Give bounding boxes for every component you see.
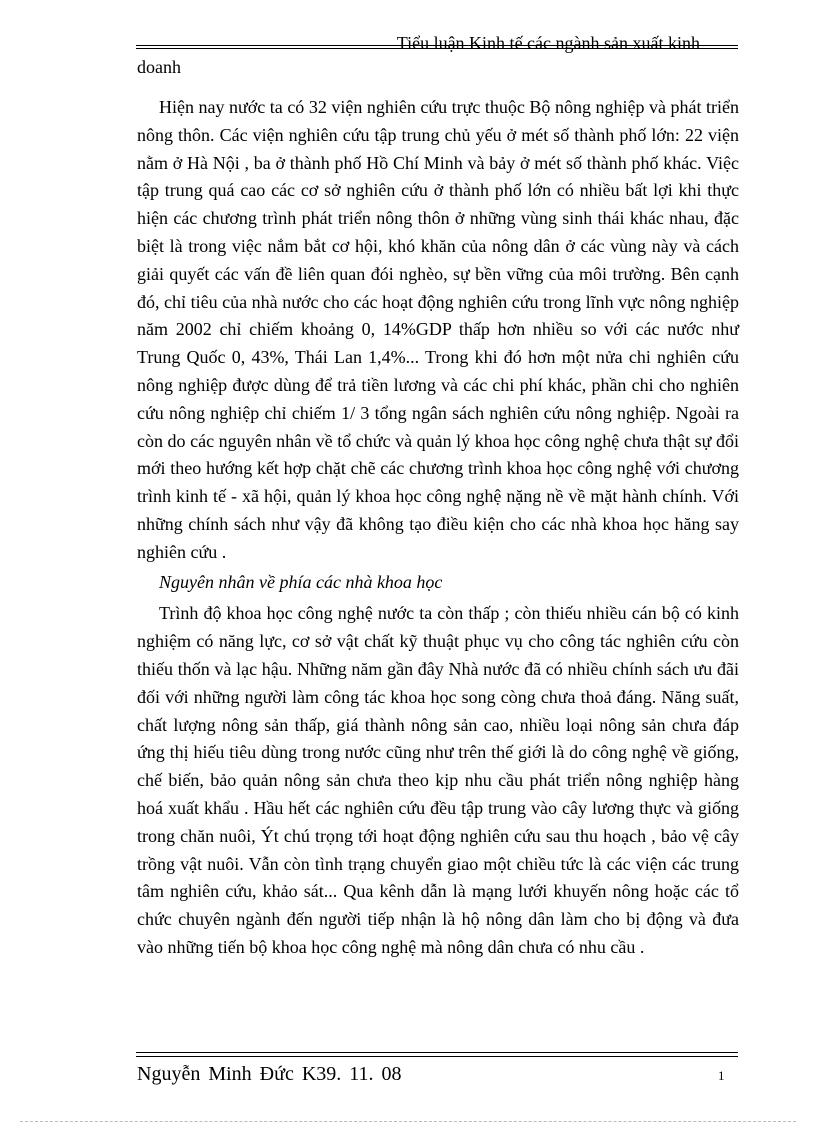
page-edge-divider [20, 1121, 796, 1122]
paragraph-scientists: Trình độ khoa học công nghệ nước ta còn thấp ; còn thiếu nhiều cán bộ có kinh nghiệm có năng lực, cơ sở vật chất kỹ thuật phục vụ cho công tác nghiên cứu còn thiếu thốn và lạc hậu. Những năm gần đây Nhà nước đã có nhiều chính sách ưu đãi đối với những người làm công tác khoa học song còng chưa thoả đáng. Năng suất, chất lượng nông sản thấp, giá thành nông sản cao, nhiều loại nông sản chưa đáp ứng thị hiếu tiêu dùng trong nước cũng như trên thế giới là do công nghệ về giống, chế biến, bảo quản nông sản chưa theo kịp nhu cầu phát triển nông nghiệp hàng hoá xuất khẩu . Hầu hết các nghiên cứu đều tập trung vào cây lương thực và giống trong chăn nuôi, Ýt chú trọng tới hoạt động nghiên cứu sau thu hoạch , bảo vệ cây trồng vật nuôi. Vẫn còn tình trạng chuyển giao một chiều tức là các viện các trung tâm nghiên cứu, khảo sát... Qua kênh dẫn là mạng lưới khuyến nông hoặc các tổ chức chuyên ngành đến người tiếp nhận là hộ nông dân làm cho bị động và đưa vào những tiến bộ khoa học công nghệ mà nông dân chưa có nhu cầu . [137, 603, 739, 957]
section-subheading: Nguyên nhân về phía các nhà khoa học [159, 571, 443, 592]
header-title: Tiểu luận Kinh tế các ngành sản xuất kinh [396, 33, 700, 53]
page-number: 1 [718, 1068, 725, 1083]
footer-rule-bottom [136, 1056, 738, 1057]
document-body [137, 94, 739, 962]
header-rule-bottom [136, 48, 738, 49]
footer-author: Nguyễn Minh Đức K39. 11. 08 [137, 1063, 402, 1085]
footer-rule-top [136, 1052, 738, 1053]
page-header [136, 28, 738, 52]
paragraph-institutes: Hiện nay nước ta có 32 viện nghiên cứu trực thuộc Bộ nông nghiệp và phát triển nông thôn. Các viện nghiên cứu tập trung chủ yếu ở mét số thành phố lớn: 22 viện nằm ở Hà Nội , ba ở thành phố Hồ Chí Minh và bảy ở mét số thành phố khác. Việc tập trung quá cao các cơ sở nghiên cứu ở thành phố lớn có nhiều bất lợi khi thực hiện các chương trình phát triển nông thôn ở những vùng sinh thái khác nhau, đặc biệt là trong việc nắm bắt cơ hội, khó khăn của nông dân ở các vùng này và cách giải quyết các vấn đề liên quan đói nghèo, sự bền vững của môi trường. Bên cạnh đó, chỉ tiêu của nhà nước cho các hoạt động nghiên cứu trong lĩnh vực nông nghiệp năm 2002 chỉ chiếm khoảng 0, 14%GDP thấp hơn nhiều so với các nước như Trung Quốc 0, 43%, Thái Lan 1,4%... Trong khi đó hơn một nửa chi nghiên cứu nông nghiệp được dùng để trả tiền lương và các chi phí khác, phần chi cho nghiên cứu nông nghiệp chỉ chiếm 1/ 3 tổng ngân sách nghiên cứu nông nghiệp. Ngoài ra còn do các nguyên nhân về tổ chức và quản lý khoa học công nghệ chưa thật sự đổi mới theo hướng kết hợp chặt chẽ các chương trình khoa học công nghệ với chương trình kinh tế - xã hội, quản lý khoa học công nghệ nặng nề về mặt hành chính. Với những chính sách như vậy đã không tạo điều kiện cho các nhà khoa học hăng say nghiên cứu . [137, 97, 739, 562]
header-rule-top [136, 45, 738, 46]
header-title-continuation: doanh [137, 57, 181, 77]
